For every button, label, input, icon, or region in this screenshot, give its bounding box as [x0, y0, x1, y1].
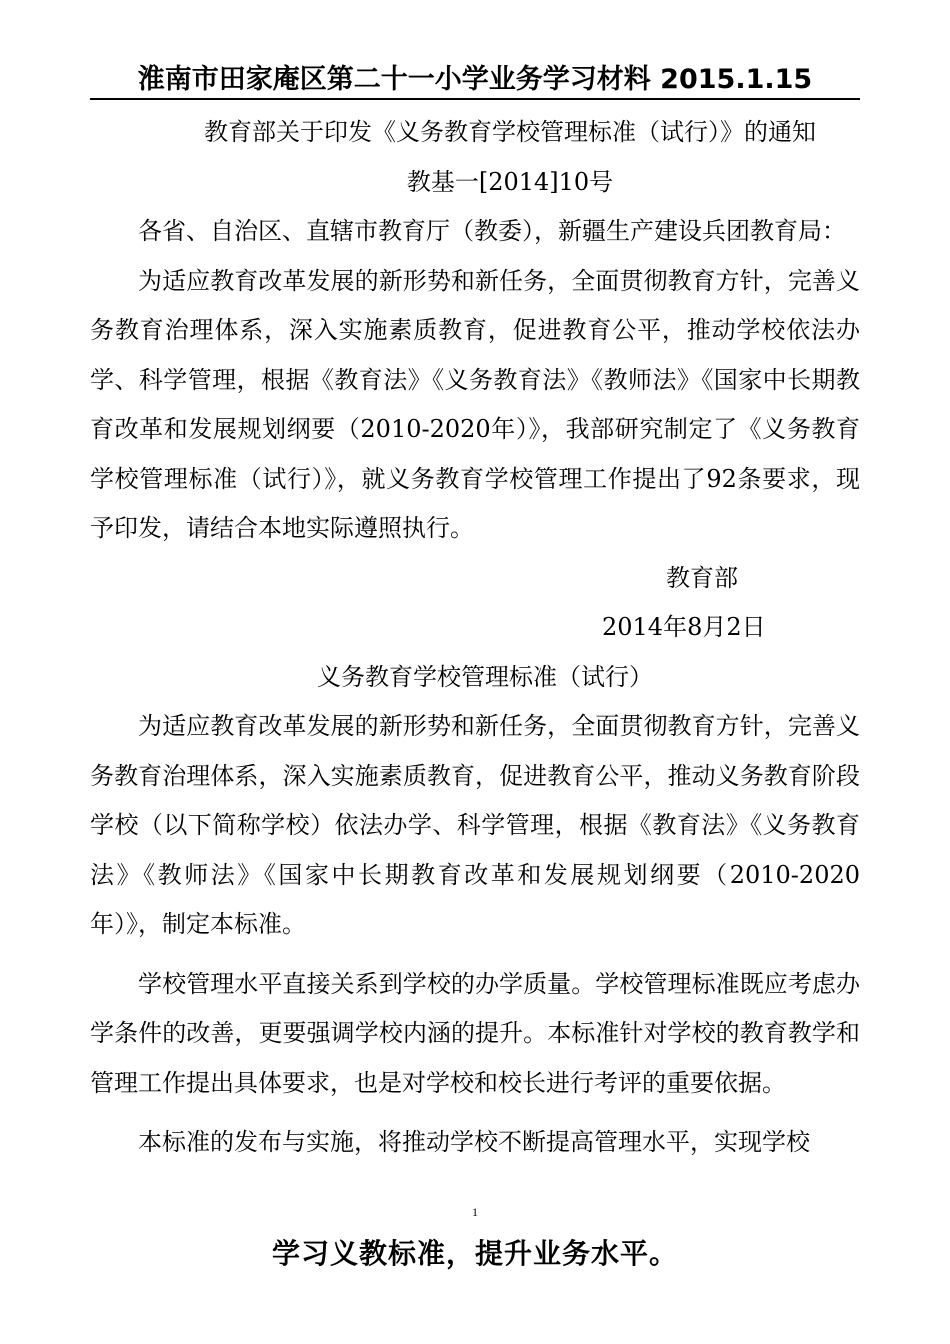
- page-header-title: 淮南市田家庵区第二十一小学业务学习材料 2015.1.15: [90, 62, 860, 100]
- standard-paragraph-3: 本标准的发布与实施，将推动学校不断提高管理水平，实现学校: [138, 1128, 810, 1156]
- standard-title: 义务教育学校管理标准（试行）: [317, 662, 653, 691]
- standard-paragraph-1: 为适应教育改革发展的新形势和新任务，全面贯彻教育方针，完善义务教育治理体系，深入实施素质教育，促进教育公平，推动义务教育阶段学校（以下简称学校）依法办学、科学管理，根据《教育法》《义务教育法》《教师法》《国家中长期教育改革和发展规划纲要（2010-2020年）》，制定本标准。: [90, 712, 860, 938]
- document-body: [90, 108, 860, 1168]
- notice-recipients: 各省、自治区、直辖市教育厅（教委），新疆生产建设兵团教育局：: [138, 217, 846, 245]
- notice-title: 教育部关于印发《义务教育学校管理标准（试行）》的通知: [204, 118, 816, 146]
- notice-date: 2014年8月2日: [602, 613, 766, 641]
- standard-paragraph-2: 学校管理水平直接关系到学校的办学质量。学校管理标准既应考虑办学条件的改善，更要强调学校内涵的提升。本标准针对学校的教育教学和管理工作提出具体要求，也是对学校和校长进行考评的重要依据。: [90, 969, 860, 1097]
- notice-body: 为适应教育改革发展的新形势和新任务，全面贯彻教育方针，完善义务教育治理体系，深入实施素质教育，促进教育公平，推动学校依法办学、科学管理，根据《教育法》《义务教育法》《教师法》《国家中长期教育改革和发展规划纲要（2010-2020年）》，我部研究制定了《义务教育学校管理标准（试行）》，就义务教育学校管理工作提出了92条要求，现予印发，请结合本地实际遵照执行。: [90, 266, 860, 542]
- notice-issuer: 教育部: [666, 563, 738, 592]
- page-number: 1: [472, 1205, 478, 1219]
- notice-doc-number: 教基一[2014]10号: [406, 167, 614, 196]
- footer-slogan: 学习义教标准，提升业务水平。: [271, 1237, 678, 1270]
